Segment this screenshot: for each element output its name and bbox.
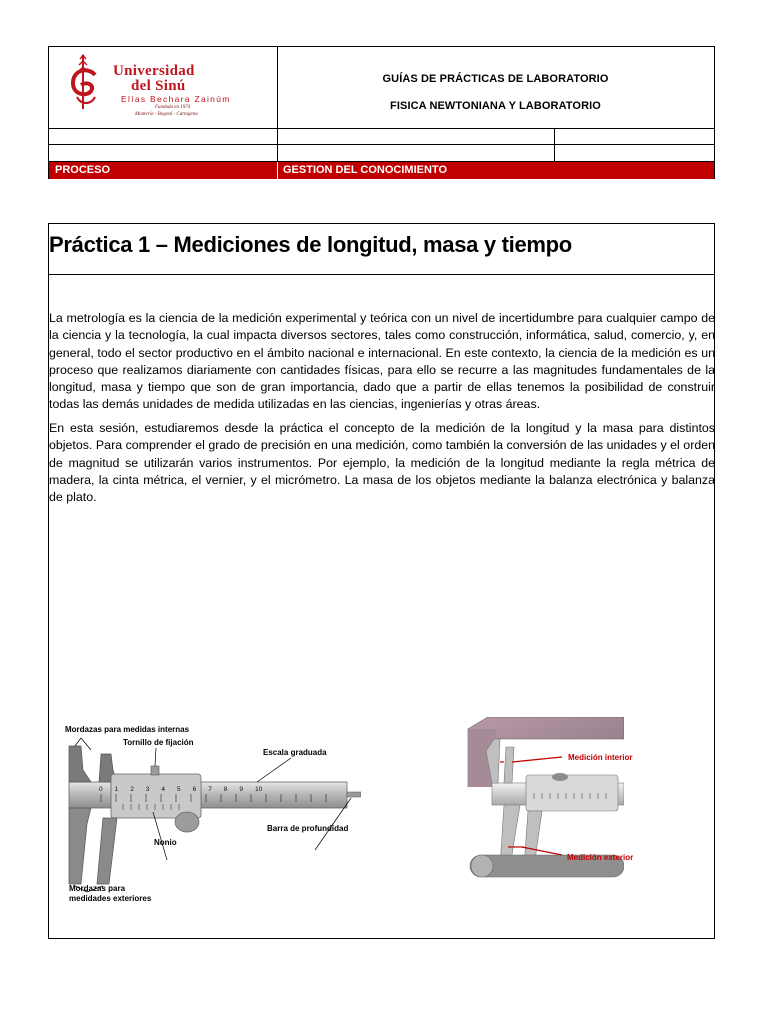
process-bar	[49, 162, 714, 179]
header-top-row	[49, 47, 714, 129]
vernier-scale-number: 9	[239, 786, 244, 793]
header-empty-row-2	[49, 145, 714, 162]
logo-text-line4: Fundada en 1974	[155, 105, 191, 110]
vernier-scale-number: 8	[223, 786, 228, 793]
process-value: GESTION DEL CONOCIMIENTO	[283, 164, 447, 176]
label-exterior-measurement: Medición exterior	[567, 853, 634, 862]
label-fixing-screw: Tornillo de fijación	[123, 738, 194, 747]
row-divider	[554, 145, 555, 161]
logo-text-line1: Universidad	[113, 63, 195, 79]
vernier-scale-number: 7	[208, 786, 212, 793]
vernier-scale-number: 0	[99, 786, 103, 793]
header-title-line2: FISICA NEWTONIANA Y LABORATORIO	[390, 100, 601, 112]
row-divider	[277, 128, 278, 144]
header-empty-row-1	[49, 128, 714, 145]
measurement-types-illustration	[464, 717, 624, 894]
vernier-scale-number: 3	[145, 786, 150, 793]
vernier-caliper-figure	[61, 724, 361, 914]
row-divider	[277, 145, 278, 161]
label-external-jaws-1: Mordazas para	[69, 884, 126, 893]
row-divider	[277, 162, 278, 179]
logo-text-line3: Elías Bechara Zainúm	[121, 94, 231, 104]
label-depth-bar: Barra de profundidad	[267, 824, 349, 833]
label-internal-jaws: Mordazas para medidas internas	[65, 725, 190, 734]
paragraph-metrology: La metrología es la ciencia de la medición experimental y teórica con un nivel de incertidumbre para cualquier campo de la ciencia y la tecnología, la cual impacta diversos sectores, tales como construcción, informática, salud, comercio, y, en general, todo el sector productivo en el ámbito nacional e internacional. En este contexto, la ciencia de la medición es un proceso que realizamos diariamente con cantidades físicas, para ello se recurre a las magnitudes fundamentales de la longitud, masa y tiempo que son de gran importancia, dado que a partir de ellas tenemos la posibilidad de construir todas las demás unidades de medida utilizadas en las ciencias, ingenierías y otras áreas.	[49, 311, 715, 412]
measurement-types-figure	[464, 717, 634, 894]
vernier-scale-number: 2	[130, 786, 134, 793]
vernier-scale-number: 1	[114, 786, 119, 793]
label-external-jaws-2: medidades exteriores	[69, 894, 152, 903]
header-title-cell	[277, 47, 714, 128]
label-nonius: Nonio	[154, 838, 177, 847]
logo-emblem-icon	[69, 53, 99, 111]
process-label: PROCESO	[55, 164, 111, 176]
practice-content-box	[48, 223, 715, 939]
label-interior-measurement: Medición interior	[568, 753, 633, 762]
logo-text-line2: del Sinú	[131, 78, 186, 94]
practice-title: Práctica 1 – Mediciones de longitud, masa y tiempo	[49, 232, 572, 257]
university-logo	[49, 47, 278, 128]
practice-title-row	[49, 224, 714, 275]
row-divider	[554, 128, 555, 144]
vernier-scale-number: 5	[177, 786, 181, 793]
header-title-line1: GUÍAS DE PRÁCTICAS DE LABORATORIO	[382, 73, 609, 85]
vernier-scale-number: 6	[192, 786, 197, 793]
logo-text-line5: Montería - Bogotá - Cartagena	[135, 112, 198, 117]
vernier-scale-number: 4	[161, 786, 166, 793]
paragraph-session: En esta sesión, estudiaremos desde la práctica el concepto de la medición de la longitud y la masa para distintos objetos. Para comprender el grado de precisión en una medición, como también la conversión de las unidades y el orden de magnitud se utilizarán varios instrumentos. Por ejemplo, la medición de la longitud mediante la regla métrica de madera, la cinta métrica, el vernier, y el micrómetro. La masa de los objetos mediante la balanza electrónica y balanza de plato.	[49, 421, 715, 505]
label-graduated-scale: Escala graduada	[263, 748, 327, 757]
vernier-scale-number: 10	[255, 786, 263, 793]
document-header	[48, 46, 715, 179]
